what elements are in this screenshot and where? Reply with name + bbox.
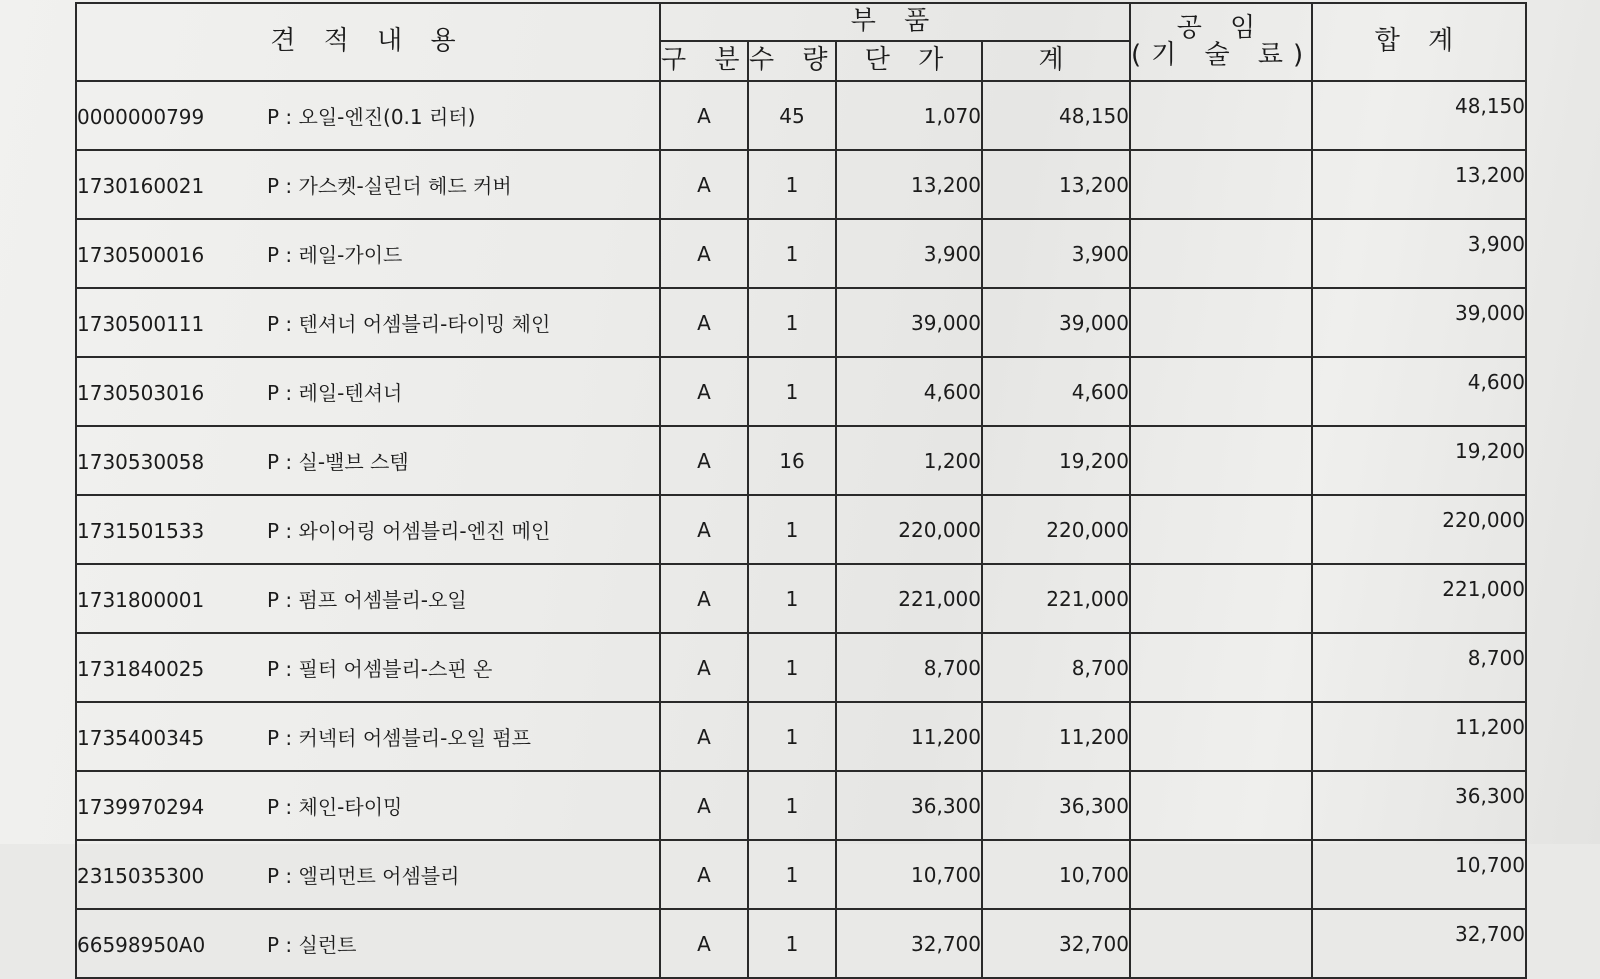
unit-price-cell: 4,600 <box>836 357 982 426</box>
category-cell: A <box>660 633 748 702</box>
header-parts: 부 품 <box>660 3 1130 41</box>
description-cell <box>76 81 660 150</box>
table-row <box>76 288 1526 357</box>
part-name: P : 실-밸브 스템 <box>267 450 409 474</box>
quantity-cell: 1 <box>748 219 836 288</box>
total-cell: 13,200 <box>1312 150 1526 219</box>
table-row <box>76 909 1526 978</box>
quantity-cell: 16 <box>748 426 836 495</box>
unit-price-cell: 39,000 <box>836 288 982 357</box>
part-name: P : 체인-타이밍 <box>267 795 403 819</box>
part-name: P : 가스켓-실린더 헤드 커버 <box>267 174 512 198</box>
labor-cell <box>1130 81 1312 150</box>
subtotal-cell: 10,700 <box>982 840 1130 909</box>
labor-cell <box>1130 150 1312 219</box>
subtotal-cell: 221,000 <box>982 564 1130 633</box>
description-cell <box>76 909 660 978</box>
header-category: 구 분 <box>660 41 748 81</box>
unit-price-cell: 10,700 <box>836 840 982 909</box>
category-cell: A <box>660 909 748 978</box>
quantity-cell: 1 <box>748 288 836 357</box>
table-row <box>76 426 1526 495</box>
total-cell: 4,600 <box>1312 357 1526 426</box>
labor-cell <box>1130 564 1312 633</box>
part-name: P : 레일-가이드 <box>267 243 403 267</box>
subtotal-cell: 36,300 <box>982 771 1130 840</box>
description-cell <box>76 219 660 288</box>
part-code: 1730500111 <box>77 312 205 336</box>
subtotal-cell: 220,000 <box>982 495 1130 564</box>
total-cell: 3,900 <box>1312 219 1526 288</box>
category-cell: A <box>660 702 748 771</box>
header-labor-line1: 공 임 <box>1176 12 1266 43</box>
labor-cell <box>1130 702 1312 771</box>
description-cell <box>76 840 660 909</box>
subtotal-cell: 48,150 <box>982 81 1130 150</box>
table-row <box>76 219 1526 288</box>
total-cell: 10,700 <box>1312 840 1526 909</box>
description-cell <box>76 357 660 426</box>
total-cell: 8,700 <box>1312 633 1526 702</box>
total-cell: 19,200 <box>1312 426 1526 495</box>
category-cell: A <box>660 150 748 219</box>
quantity-cell: 1 <box>748 840 836 909</box>
total-cell: 32,700 <box>1312 909 1526 978</box>
category-cell: A <box>660 840 748 909</box>
part-name: P : 커넥터 어셈블리-오일 펌프 <box>267 726 531 750</box>
table-row <box>76 564 1526 633</box>
description-cell <box>76 564 660 633</box>
header-description: 견 적 내 용 <box>76 3 660 81</box>
part-name: P : 텐셔너 어셈블리-타이밍 체인 <box>267 312 551 336</box>
unit-price-cell: 11,200 <box>836 702 982 771</box>
header-labor-line2: (기 술 료) <box>1131 40 1314 70</box>
description-cell <box>76 702 660 771</box>
part-code: 2315035300 <box>77 864 205 888</box>
quantity-cell: 1 <box>748 771 836 840</box>
quantity-cell: 1 <box>748 633 836 702</box>
part-code: 1730160021 <box>77 174 205 198</box>
quantity-cell: 1 <box>748 495 836 564</box>
category-cell: A <box>660 357 748 426</box>
total-cell: 36,300 <box>1312 771 1526 840</box>
total-cell: 221,000 <box>1312 564 1526 633</box>
unit-price-cell: 36,300 <box>836 771 982 840</box>
unit-price-cell: 1,200 <box>836 426 982 495</box>
description-cell <box>76 633 660 702</box>
category-cell: A <box>660 564 748 633</box>
unit-price-cell: 13,200 <box>836 150 982 219</box>
total-cell: 39,000 <box>1312 288 1526 357</box>
labor-cell <box>1130 219 1312 288</box>
subtotal-cell: 8,700 <box>982 633 1130 702</box>
subtotal-cell: 19,200 <box>982 426 1130 495</box>
total-cell: 48,150 <box>1312 81 1526 150</box>
subtotal-cell: 13,200 <box>982 150 1130 219</box>
quantity-cell: 1 <box>748 357 836 426</box>
header-total: 합 계 <box>1312 3 1526 81</box>
part-code: 0000000799 <box>77 105 205 129</box>
part-code: 1730500016 <box>77 243 205 267</box>
part-code: 1739970294 <box>77 795 205 819</box>
category-cell: A <box>660 495 748 564</box>
subtotal-cell: 4,600 <box>982 357 1130 426</box>
labor-cell <box>1130 357 1312 426</box>
labor-cell <box>1130 771 1312 840</box>
part-code: 1730503016 <box>77 381 205 405</box>
description-cell <box>76 150 660 219</box>
unit-price-cell: 3,900 <box>836 219 982 288</box>
part-code: 1735400345 <box>77 726 205 750</box>
category-cell: A <box>660 219 748 288</box>
header-unit-price: 단 가 <box>836 41 982 81</box>
total-cell: 11,200 <box>1312 702 1526 771</box>
labor-cell <box>1130 426 1312 495</box>
category-cell: A <box>660 426 748 495</box>
description-cell <box>76 771 660 840</box>
category-cell: A <box>660 771 748 840</box>
unit-price-cell: 220,000 <box>836 495 982 564</box>
part-code: 66598950A0 <box>77 933 206 957</box>
subtotal-cell: 11,200 <box>982 702 1130 771</box>
description-cell <box>76 495 660 564</box>
part-code: 1730530058 <box>77 450 205 474</box>
header-subtotal: 계 <box>982 41 1130 81</box>
quantity-cell: 45 <box>748 81 836 150</box>
part-name: P : 엘리먼트 어셈블리 <box>267 864 460 888</box>
part-name: P : 와이어링 어셈블리-엔진 메인 <box>267 519 551 543</box>
table-row <box>76 771 1526 840</box>
part-name: P : 오일-엔진(0.1 리터) <box>267 105 476 129</box>
table-row <box>76 357 1526 426</box>
table-row <box>76 840 1526 909</box>
table-row <box>76 495 1526 564</box>
total-cell: 220,000 <box>1312 495 1526 564</box>
table-row <box>76 633 1526 702</box>
part-code: 1731800001 <box>77 588 205 612</box>
labor-cell <box>1130 909 1312 978</box>
quantity-cell: 1 <box>748 909 836 978</box>
subtotal-cell: 32,700 <box>982 909 1130 978</box>
quantity-cell: 1 <box>748 702 836 771</box>
part-code: 1731501533 <box>77 519 205 543</box>
header-quantity: 수 량 <box>748 41 836 81</box>
labor-cell <box>1130 495 1312 564</box>
table-row <box>76 702 1526 771</box>
description-cell <box>76 288 660 357</box>
labor-cell <box>1130 840 1312 909</box>
category-cell: A <box>660 81 748 150</box>
header-labor <box>1130 3 1312 81</box>
labor-cell <box>1130 633 1312 702</box>
estimate-table <box>75 2 1527 979</box>
unit-price-cell: 32,700 <box>836 909 982 978</box>
unit-price-cell: 221,000 <box>836 564 982 633</box>
unit-price-cell: 1,070 <box>836 81 982 150</box>
quantity-cell: 1 <box>748 150 836 219</box>
estimate-rows <box>76 81 1526 978</box>
quantity-cell: 1 <box>748 564 836 633</box>
table-row <box>76 81 1526 150</box>
table-row <box>76 150 1526 219</box>
subtotal-cell: 3,900 <box>982 219 1130 288</box>
part-name: P : 레일-텐셔너 <box>267 381 403 405</box>
part-name: P : 필터 어셈블리-스핀 온 <box>267 657 493 681</box>
part-name: P : 펌프 어셈블리-오일 <box>267 588 467 612</box>
subtotal-cell: 39,000 <box>982 288 1130 357</box>
part-code: 1731840025 <box>77 657 205 681</box>
part-name: P : 실런트 <box>267 933 357 957</box>
labor-cell <box>1130 288 1312 357</box>
category-cell: A <box>660 288 748 357</box>
unit-price-cell: 8,700 <box>836 633 982 702</box>
description-cell <box>76 426 660 495</box>
